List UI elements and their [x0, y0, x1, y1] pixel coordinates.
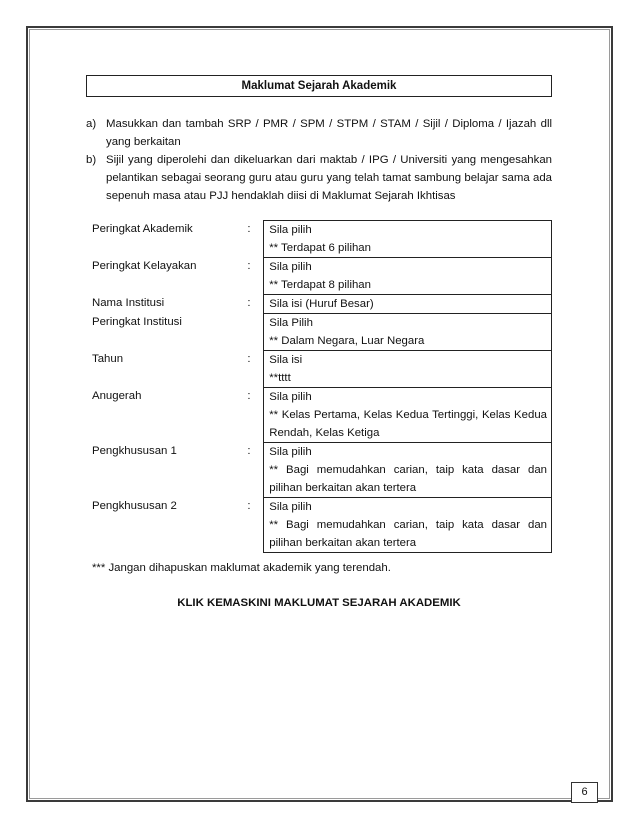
field-value-box[interactable]: [263, 294, 552, 313]
field-row-pengkhususan-1: [92, 442, 552, 497]
field-hint-note: **tttt: [269, 372, 291, 384]
footnote: *** Jangan dihapuskan maklumat akademik yang terendah.: [92, 562, 391, 574]
field-hint: Sila pilih: [269, 391, 312, 403]
note-a: [86, 115, 552, 151]
field-row-peringkat-kelayakan: [92, 257, 552, 294]
field-hint: Sila pilih: [269, 224, 312, 236]
section-title: Maklumat Sejarah Akademik: [86, 75, 552, 97]
field-hint-note: ** Bagi memudahkan carian, taip kata dasar dan: [269, 519, 547, 531]
field-hint-note-cont: Rendah, Kelas Ketiga: [269, 427, 380, 439]
field-hint-note: ** Dalam Negara, Luar Negara: [269, 335, 425, 347]
field-hint: Sila pilih: [269, 446, 312, 458]
field-label: Tahun: [92, 353, 124, 365]
note-label: a): [86, 118, 97, 130]
note-text: Sijil yang diperolehi dan dikeluarkan dari maktab / IPG / Universiti yang mengesahkan pelantikan sebagai seorang guru atau guru yang telah tamat sambung belajar sama ada sepenuh masa atau PJJ hendaklah diisi di Maklumat Sejarah Ikhtisas: [106, 154, 552, 202]
field-label: Pengkhususan 1: [92, 445, 177, 457]
field-hint-note: ** Bagi memudahkan carian, taip kata dasar dan: [269, 464, 547, 476]
field-row-anugerah: [92, 387, 552, 442]
field-label: Peringkat Kelayakan: [92, 260, 197, 272]
page-number: 6: [571, 782, 598, 803]
field-label: Nama Institusi: [92, 297, 165, 309]
note-b: [86, 151, 552, 205]
field-hint: Sila pilih: [269, 501, 312, 513]
field-colon: [247, 313, 263, 350]
field-colon: :: [247, 297, 251, 309]
update-academic-history-instruction: KLIK KEMASKINI MAKLUMAT SEJARAH AKADEMIK: [177, 597, 461, 609]
field-row-pengkhususan-2: [92, 497, 552, 553]
field-hint: Sila Pilih: [269, 317, 313, 329]
field-label: Peringkat Institusi: [92, 316, 182, 328]
field-row-peringkat-akademik: [92, 220, 552, 257]
field-hint-note: ** Terdapat 6 pilihan: [269, 242, 371, 254]
field-colon: :: [247, 223, 251, 235]
field-label: Peringkat Akademik: [92, 223, 193, 235]
field-value-box[interactable]: [263, 220, 552, 257]
field-label: Anugerah: [92, 390, 142, 402]
field-row-peringkat-institusi: [92, 313, 552, 350]
field-hint-note-cont: pilihan berkaitan akan tertera: [269, 537, 417, 549]
academic-fields-form: [92, 220, 552, 553]
field-hint-note: ** Terdapat 8 pilihan: [269, 279, 371, 291]
field-value-box[interactable]: [263, 313, 552, 350]
field-row-nama-institusi: [92, 294, 552, 313]
field-label: Pengkhususan 2: [92, 500, 177, 512]
field-value-box[interactable]: [263, 387, 552, 442]
field-colon: :: [247, 260, 251, 272]
field-hint: Sila pilih: [269, 261, 312, 273]
field-colon: :: [247, 500, 251, 512]
field-value-box[interactable]: [263, 497, 552, 553]
field-hint-note: ** Kelas Pertama, Kelas Kedua Tertinggi, Kelas Kedua: [269, 409, 547, 421]
field-hint-note-cont: pilihan berkaitan akan tertera: [269, 482, 417, 494]
field-colon: :: [247, 390, 251, 402]
field-hint: Sila isi: [269, 354, 303, 366]
field-value-box[interactable]: [263, 350, 552, 387]
field-colon: :: [247, 353, 251, 365]
note-label: b): [86, 154, 97, 166]
field-value-box[interactable]: [263, 442, 552, 497]
field-colon: :: [247, 445, 251, 457]
instruction-notes: [86, 115, 552, 205]
note-text: Masukkan dan tambah SRP / PMR / SPM / STPM / STAM / Sijil / Diploma / Ijazah dll yang berkaitan: [106, 118, 552, 148]
field-hint: Sila isi (Huruf Besar): [269, 298, 374, 310]
field-value-box[interactable]: [263, 257, 552, 294]
field-row-tahun: [92, 350, 552, 387]
